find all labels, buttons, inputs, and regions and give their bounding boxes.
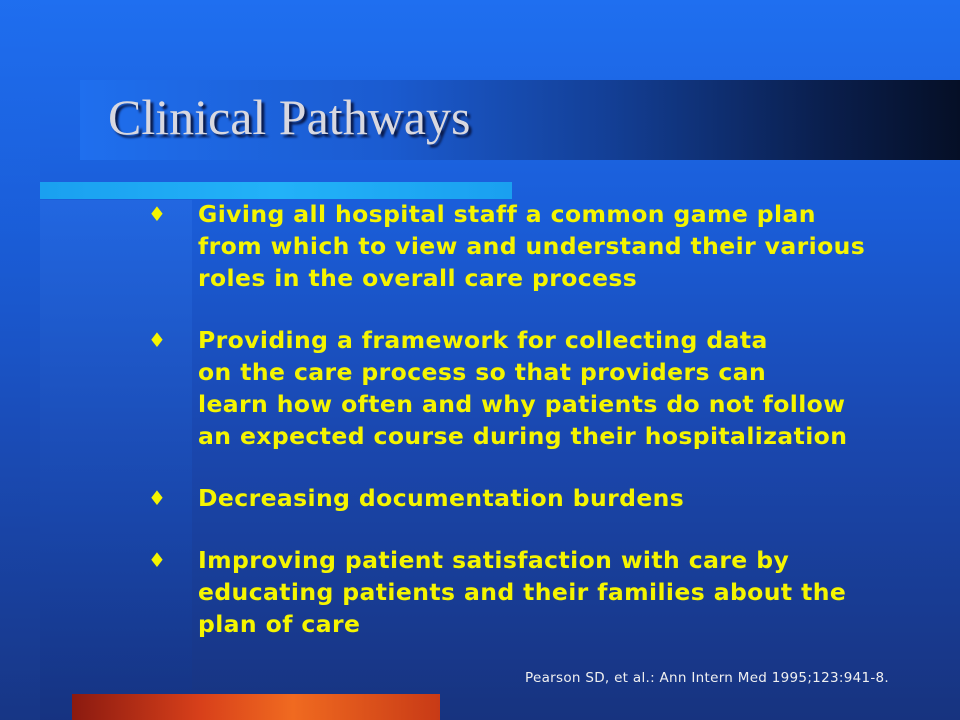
diamond-bullet-icon: ♦	[148, 328, 167, 352]
diamond-bullet-icon: ♦	[148, 202, 167, 226]
bullet-item	[148, 482, 948, 514]
left-decor-strip	[0, 0, 40, 720]
bullet-line: Improving patient satisfaction with care by	[198, 546, 790, 574]
bullet-line: Giving all hospital staff a common game plan	[198, 200, 816, 228]
bullet-line: learn how often and why patients do not follow	[198, 390, 846, 418]
bullet-line: roles in the overall care process	[198, 264, 638, 292]
slide-title: Clinical Pathways	[108, 89, 471, 145]
bullet-line: from which to view and understand their various	[198, 232, 866, 260]
bullet-list	[148, 198, 948, 640]
bullet-line: Decreasing documentation burdens	[198, 484, 685, 512]
bullet-item	[148, 324, 948, 452]
cyan-accent-bar	[40, 182, 512, 199]
citation: Pearson SD, et al.: Ann Intern Med 1995;123:941-8.	[525, 670, 890, 686]
diamond-bullet-icon: ♦	[148, 548, 167, 572]
bullet-item	[148, 198, 948, 294]
bullet-line: plan of care	[198, 610, 361, 638]
bullet-line: educating patients and their families about the	[198, 578, 847, 606]
bullet-line: an expected course during their hospitalization	[198, 422, 848, 450]
bullet-line: on the care process so that providers can	[198, 358, 767, 386]
bullet-item	[148, 544, 948, 640]
diamond-bullet-icon: ♦	[148, 486, 167, 510]
orange-accent-bar	[72, 694, 440, 720]
bullet-line: Providing a framework for collecting data	[198, 326, 768, 354]
